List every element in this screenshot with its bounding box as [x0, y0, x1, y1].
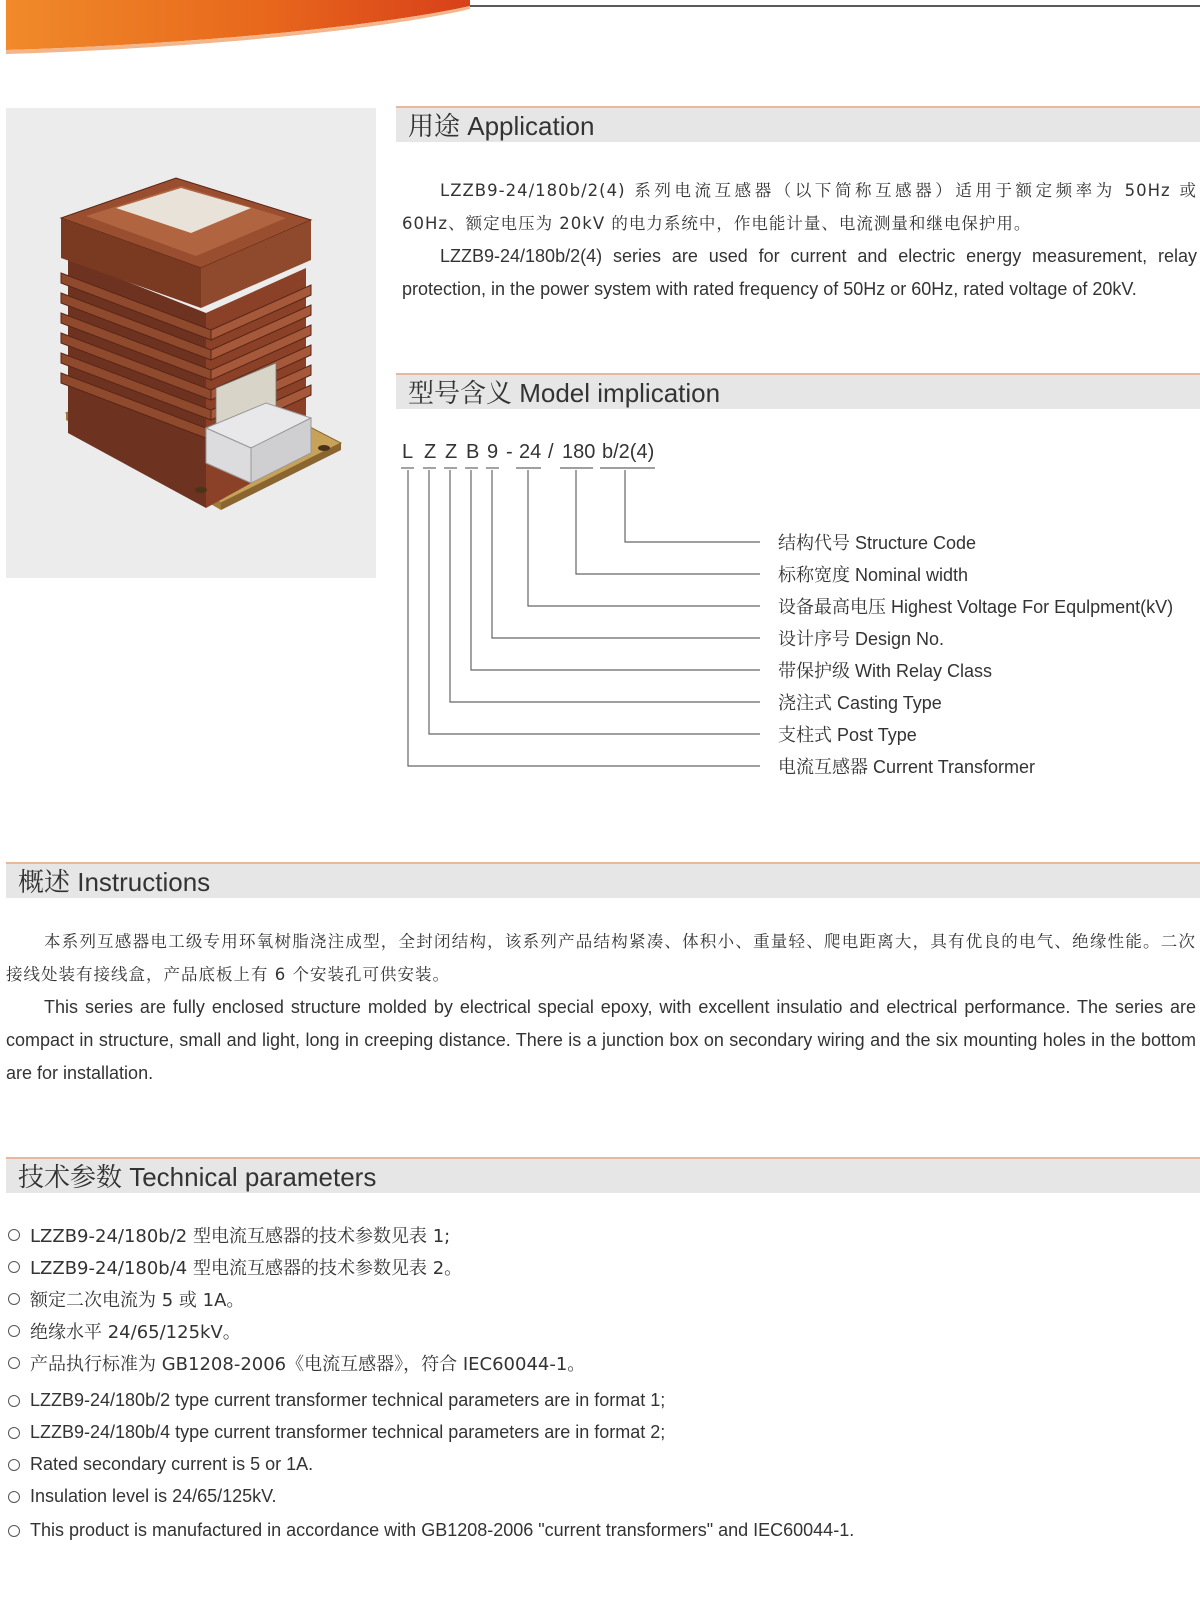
model-title: 型号含义 Model implication [408, 378, 721, 408]
bullet-circle-icon [8, 1261, 20, 1273]
code-part-Z2: Z [445, 441, 458, 463]
bullet-circle-icon [8, 1491, 20, 1503]
tech-bullet-en-3 [8, 1454, 313, 1475]
model-label-design-no: 设计序号 Design No. [778, 629, 945, 649]
tech-bullet-text: 产品执行标准为 GB1208-2006《电流互感器》，符合 IEC60044-1。 [30, 1354, 586, 1375]
application-para-en: LZZB9-24/180b/2(4) series are used for current and electric energy measurement, relay protection, in the power system with rated frequency of 50Hz or 60Hz, rated voltage of 20kV. [402, 246, 1197, 299]
bullet-circle-icon [8, 1229, 20, 1241]
model-label-current-transformer: 电流互感器 Current Transformer [778, 757, 1036, 777]
code-part-slash: / [548, 441, 554, 463]
application-para-cn: LZZB9-24/180b/2(4) 系列电流互感器（以下简称互感器）适用于额定频率为 50Hz 或 60Hz、额定电压为 20kV 的电力系统中，作电能计量、电流测量和继电保护用。 [402, 181, 1197, 233]
tech-bullet-text: Rated secondary current is 5 or 1A. [30, 1454, 314, 1474]
bullet-circle-icon [8, 1395, 20, 1407]
tech-bullet-text: 额定二次电流为 5 或 1A。 [30, 1290, 245, 1311]
tech-bullet-text: LZZB9-24/180b/2 type current transformer technical parameters are in format 1; [30, 1390, 666, 1410]
tech-bullet-text: LZZB9-24/180b/2 型电流互感器的技术参数见表 1; [30, 1226, 451, 1247]
tech-bullet-en-1 [8, 1390, 665, 1411]
tech-bullet-text: 绝缘水平 24/65/125kV。 [30, 1322, 241, 1343]
tech-bullet-cn-2 [8, 1254, 462, 1280]
tech-bullet-en-5 [8, 1520, 854, 1541]
section-header-instructions [6, 862, 1200, 898]
code-part-24: 24 [519, 441, 542, 463]
tech-bullet-cn-4 [8, 1318, 241, 1344]
model-label-casting-type: 浇注式 Casting Type [778, 693, 942, 713]
model-label-post-type: 支柱式 Post Type [778, 725, 917, 745]
tech-bullet-cn-3 [8, 1286, 244, 1312]
model-label-highest-voltage: 设备最高电压 Highest Voltage For Equlpment(kV) [778, 597, 1174, 617]
tech-bullet-text: LZZB9-24/180b/4 型电流互感器的技术参数见表 2。 [30, 1258, 463, 1279]
model-label-structure-code: 结构代号 Structure Code [778, 533, 977, 553]
code-part-Z1: Z [424, 441, 437, 463]
section-header-technical [6, 1157, 1200, 1193]
model-leader-lines [0, 0, 1200, 800]
instructions-title: 概述 Instructions [18, 867, 211, 897]
model-label-nominal-width: 标称宽度 Nominal width [778, 565, 969, 585]
bullet-circle-icon [8, 1525, 20, 1537]
bullet-circle-icon [8, 1427, 20, 1439]
code-part-9: 9 [487, 441, 499, 463]
technical-title: 技术参数 Technical parameters [18, 1162, 377, 1192]
code-part-180: 180 [562, 441, 596, 463]
tech-bullet-cn-5 [8, 1350, 585, 1376]
tech-bullet-text: Insulation level is 24/65/125kV. [30, 1486, 277, 1506]
bullet-circle-icon [8, 1325, 20, 1337]
code-part-L: L [402, 441, 414, 463]
code-part-B: B [466, 441, 480, 463]
bullet-circle-icon [8, 1357, 20, 1369]
tech-bullet-text: LZZB9-24/180b/4 type current transformer technical parameters are in format 2; [30, 1422, 666, 1442]
instructions-body [6, 925, 1196, 1090]
instructions-para-en: This series are fully enclosed structure molded by electrical special epoxy, with excellent insulatio and electrical performance. The series are compact in structure, small and light, long in creeping distance. There is a junction box on secondary wiring and the six mounting holes in the bottom are for installation. [6, 997, 1196, 1083]
bullet-circle-icon [8, 1293, 20, 1305]
instructions-para-cn: 本系列互感器电工级专用环氧树脂浇注成型，全封闭结构，该系列产品结构紧凑、体积小、重量轻、爬电距离大，具有优良的电气、绝缘性能。二次接线处装有接线盒，产品底板上有 6 个安装孔可供安装。 [6, 932, 1196, 984]
model-label-relay-class: 带保护级 With Relay Class [778, 661, 993, 681]
tech-bullet-en-4 [8, 1486, 277, 1507]
tech-bullet-cn-1 [8, 1222, 450, 1248]
tech-bullet-en-2 [8, 1422, 665, 1443]
code-part-b24: b/2(4) [602, 441, 655, 463]
tech-bullet-text: This product is manufactured in accordance with GB1208-2006 "current transformers" and IEC60044-1. [30, 1520, 855, 1540]
code-part-dash: - [506, 441, 513, 463]
application-title: 用途 Application [408, 111, 595, 141]
bullet-circle-icon [8, 1459, 20, 1471]
